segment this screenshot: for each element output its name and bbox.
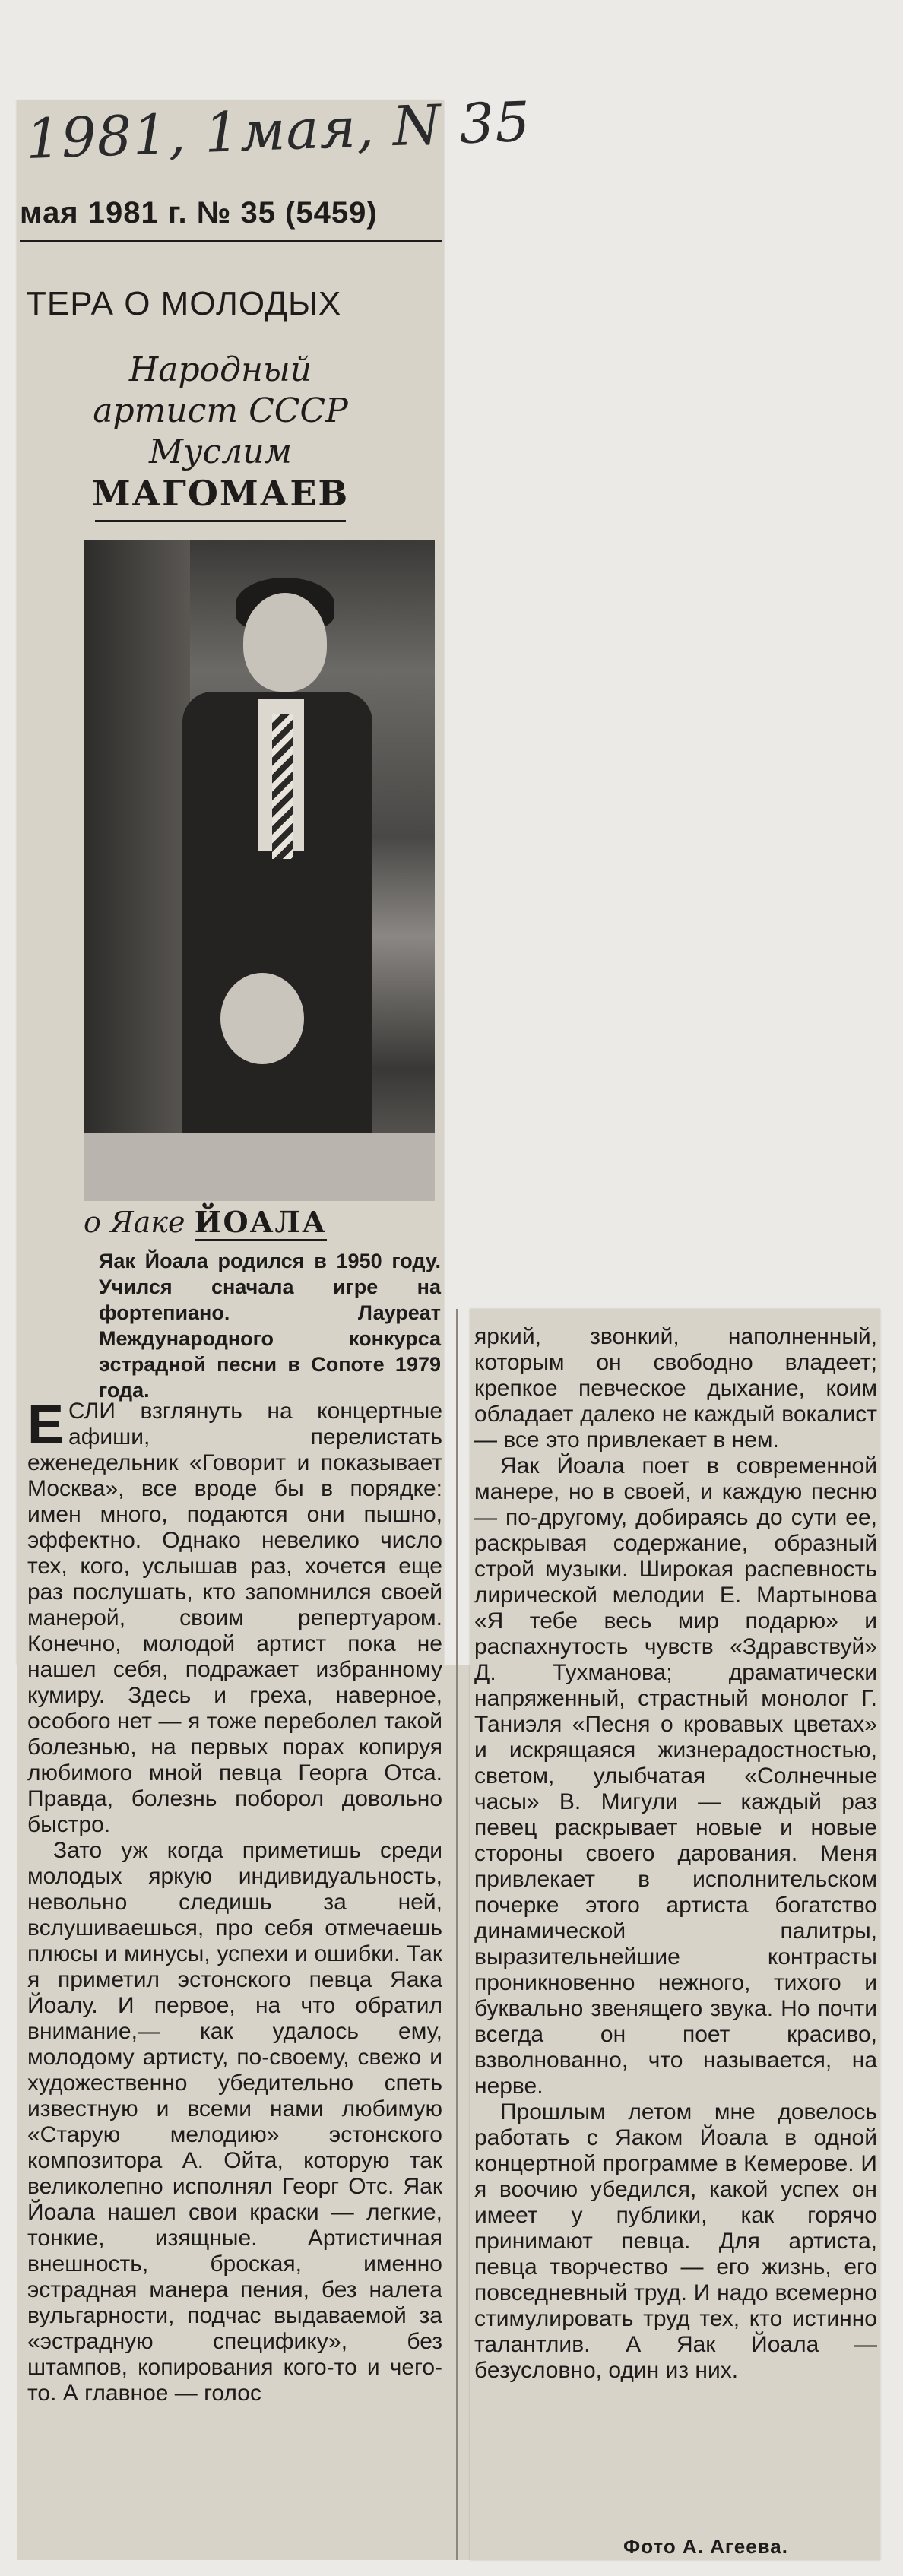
article-column-1 — [27, 1395, 442, 2406]
byline-title-1: Народный — [128, 350, 312, 389]
photo-figure-hand — [220, 973, 304, 1064]
dateline-text: мая 1981 г. № 35 (5459) — [20, 196, 378, 230]
photo-background — [84, 540, 190, 1201]
byline-title-2: артист СССР — [93, 391, 348, 430]
paragraph: яркий, звонкий, наполненный, которым он свободно владеет; крепкое певческое дыхание, коим обладает далеко не каждый вокалист — все это привлекает в нем. — [474, 1324, 877, 1453]
subject-name: ЙОАЛА — [195, 1205, 328, 1241]
byline-surname: МАГОМАЕВ — [91, 473, 350, 514]
newspaper-dateline — [20, 196, 442, 230]
subject-prefix: о Яаке — [84, 1206, 185, 1239]
photo-figure-head — [243, 593, 327, 692]
singer-photo — [84, 540, 435, 1201]
column-rule — [456, 1309, 458, 2560]
paragraph: Яак Йоала поет в современной манере, но в своей, и каждую песню — по-другому, добираясь до сути ее, раскрывая содержание, образный строй музыки. Широкая распевность лирической мелодии Е. Мартынова «Я тебе весь мир подарю» и распахнутость чувств «Здравствуй» Д. Тухманова; драматически напряженный, страстный монолог Г. Таниэля «Песня о кровавых цветах» и искрящаяся жизнерадостностью, светом, улыбчатая «Солнечные часы» В. Мигули — каждый раз певец раскрывает новые и новые стороны своего дарования. Меня привлекает в исполнительском почерке этого артиста богатство динамической палитры, выразительнейшие контрасты проникновенно нежного, тихого и буквально звенящего звука. Но почти всегда он поет красиво, взволнованно, что называется, на нерве. — [474, 1453, 877, 2099]
photo-figure-tie — [272, 714, 293, 859]
dateline-rule — [20, 240, 442, 242]
article-intro: Яак Йоала родился в 1950 году. Учился сначала игре на фортепиано. Лауреат Международного конкурса эстрадной песни в Сопоте 1979 года. — [99, 1250, 441, 1402]
photo-credit: Фото А. Агеева. — [623, 2535, 788, 2558]
paragraph — [27, 1395, 442, 1838]
paragraph: Зато уж когда приметишь среди молодых яркую индивидуальность, невольно следишь за ней, вслушиваешься, про себя отмечаешь плюсы и минусы, успехи и ошибки. Так я приметил эстонского певца Яака Йоалу. И первое, на что обратил внимание,— как удалось ему, молодому артисту, по-своему, свежо и художественно убедительно спеть известную и всеми нами любимую «Старую мелодию» эстонского композитора А. Ойта, которую так великолепно исполнял Георг Отс. Яак Йоала нашел свои краски — легкие, тонкие, изящные. Артистичная внешность, броская, именно эстрадная манера пения, без налета вульгарности, подчас выдаваемой за «эстрадную специфику», без штампов, копирования кого-то и чего-то. А главное — голос — [27, 1838, 442, 2406]
paragraph-text: СЛИ взглянуть на концертные афиши, перелистать еженедельник «Говорит и показывает Москва», все вроде бы в порядке: имен много, подаются они пышно, эффектно. Однако невелико число тех, кого, услышав раз, хочется еще раз послушать, кто запомнился своей манерой, своим репертуаром. Конечно, молодой артист пока не нашел себя, подражает избранному кумиру. Здесь и греха, наверное, особого нет — я тоже переболел такой болезнью, на первых порах копируя любимого мной певца Георга Отса. Правда, болезнь поборол довольно быстро. — [27, 1399, 442, 1837]
author-byline — [68, 350, 372, 522]
photo-floor — [84, 1133, 435, 1201]
paragraph: Прошлым летом мне довелось работать с Яаком Йоала в одной концертной программе в Кемерове. И я воочию убедился, какой успех он имеет у публики, как горячо принимают певца. Для артиста, певца творчество — его жизнь, его повседневный труд. И надо всемерно стимулировать труд тех, кто истинно талантлив. А Яак Йоала — безусловно, один из них. — [474, 2099, 877, 2383]
byline-first-name: Муслим — [148, 433, 293, 471]
rubric-heading: ТЕРА О МОЛОДЫХ — [26, 285, 342, 322]
byline-rule — [95, 520, 346, 522]
article-column-2 — [474, 1324, 877, 2384]
drop-cap: Е — [27, 1395, 65, 1456]
handwritten-note: 1981, 1мая, N 35 — [24, 89, 532, 171]
